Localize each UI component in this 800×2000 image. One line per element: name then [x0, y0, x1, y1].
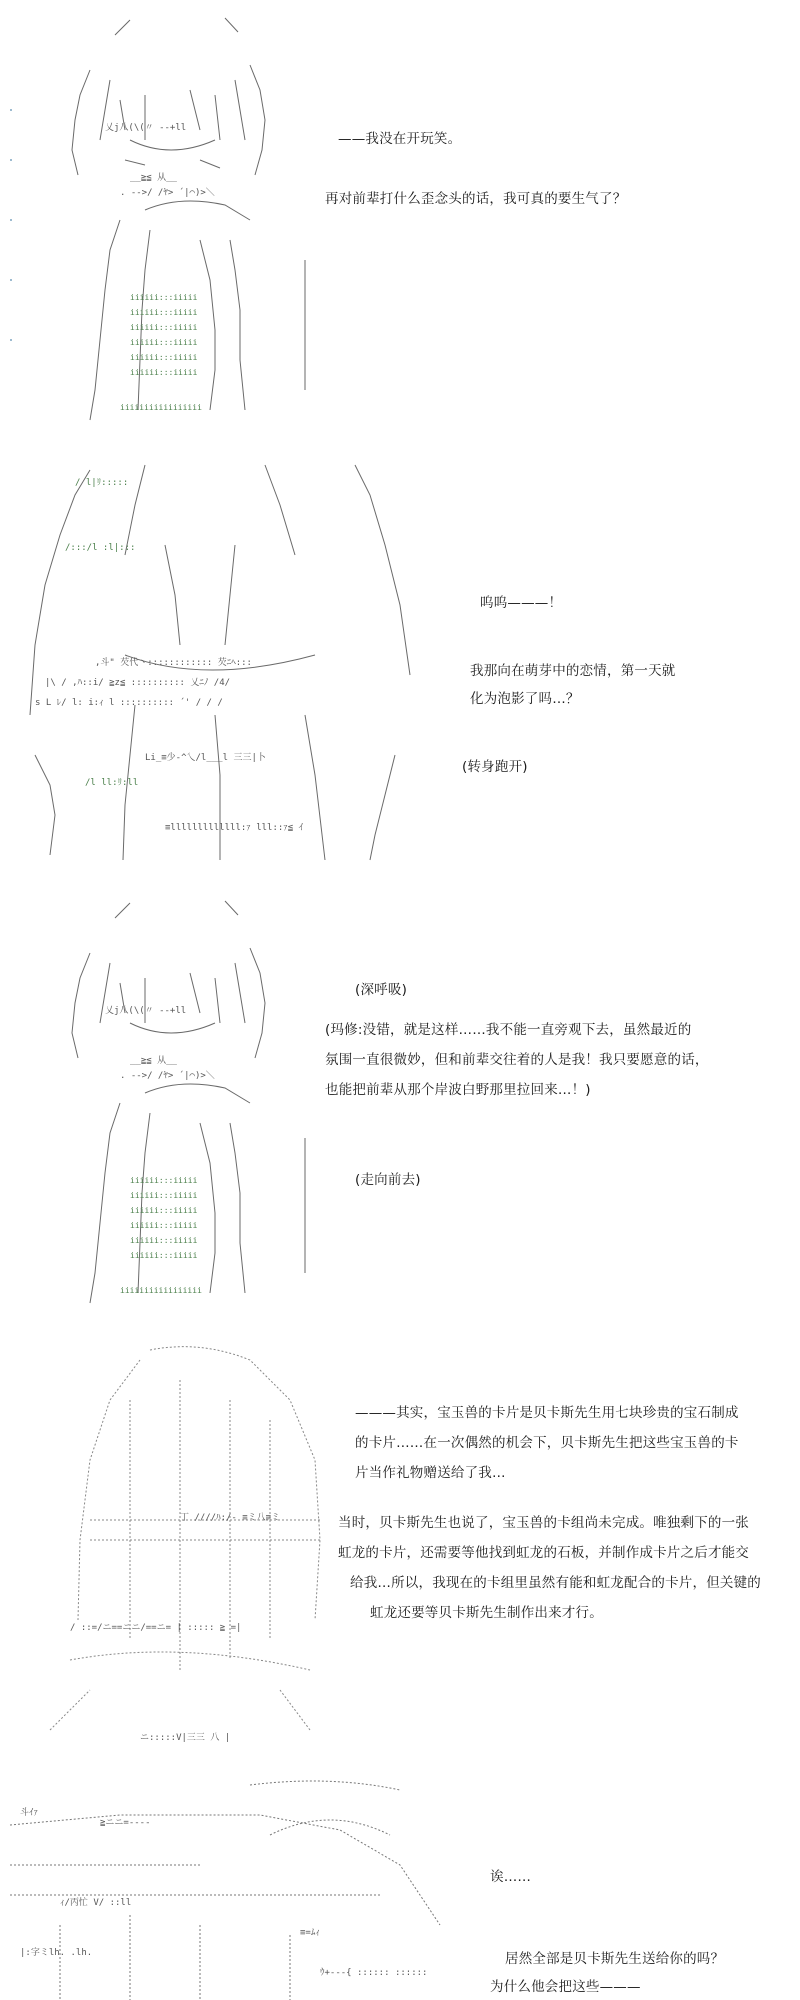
svg-text:iiiiii:::iiiii: iiiiii:::iiiii [130, 1236, 198, 1245]
dialogue-line: ——我没在开玩笑。 [338, 131, 462, 147]
svg-text:iiiiii:::iiiii: iiiiii:::iiiii [130, 1206, 198, 1215]
svg-text:iiiiii:::iiiii: iiiiii:::iiiii [130, 368, 198, 377]
dialogue-line: (玛修:没错，就是这样……我不能一直旁观下去，虽然最近的 [325, 1022, 692, 1038]
dialogue-line: 居然全部是贝卡斯先生送给你的吗？ [505, 1951, 725, 1967]
dialogue-line: 再对前辈打什么歪念头的话，我可真的要生气了？ [325, 191, 627, 207]
svg-text:/:::/l :l|:::: /:::/l :l|::: [65, 543, 136, 553]
panel-3 [0, 898, 800, 1313]
svg-text:≧ニニ=----: ≧ニニ=---- [100, 1818, 151, 1828]
dialogue-line: (走向前去) [355, 1172, 421, 1188]
svg-text:Li_≡少-^乀/l___l 三三|卜: Li_≡少-^乀/l___l 三三|卜 [145, 753, 266, 763]
page-ruler-dots [8, 80, 14, 380]
dialogue-line: 也能把前辈从那个岸波白野那里拉回来…！) [325, 1082, 591, 1098]
dialogue-line: 诶…… [490, 1869, 532, 1885]
ascii-art-reclining-figure [0, 1775, 465, 2000]
dialogue-line: 片当作礼物赠送给了我… [355, 1465, 506, 1481]
svg-text:iiiiii:::iiiii: iiiiii:::iiiii [130, 293, 198, 302]
panel-5 [0, 1775, 800, 2000]
svg-text:/ l|ﾘ:::::: / l|ﾘ::::: [75, 478, 129, 488]
svg-text:丁 ////ﾊ:/- ≡ミ八≡ミ: 丁 ////ﾊ:/- ≡ミ八≡ミ [180, 1513, 281, 1523]
svg-text:乂j八(\(〃 --+ll: 乂j八(\(〃 --+ll [105, 1006, 187, 1016]
svg-text:|:字ミlh. .lh.: |:字ミlh. .lh. [20, 1948, 93, 1958]
svg-text:ｳ+---{ :::::: ::::::: ｳ+---{ :::::: :::::: [320, 1968, 428, 1978]
panel-2 [0, 455, 800, 870]
dialogue-line: 给我…所以，我现在的卡组里虽然有能和虹龙配合的卡片，但关键的 [350, 1575, 761, 1591]
svg-text:iiiiii:::iiiii: iiiiii:::iiiii [130, 338, 198, 347]
panel-4 [0, 1340, 800, 1750]
svg-text:iiiiii:::iiiii: iiiiii:::iiiii [130, 1221, 198, 1230]
dialogue-line: 氛围一直很微妙，但和前辈交往着的人是我！我只要愿意的话， [325, 1052, 709, 1068]
svg-text:. -->/ /ﾔ> ´|⌒)>＼: . -->/ /ﾔ> ´|⌒)>＼ [120, 188, 215, 198]
svg-text:iiiiiiiiiiiiiiiii: iiiiiiiiiiiiiiiii [120, 1286, 202, 1295]
ascii-art-hooded-figure [30, 1340, 340, 1745]
dialogue-line: 化为泡影了吗…？ [470, 691, 580, 707]
ascii-art-girl-figure [50, 10, 310, 425]
svg-text:s L ﾚ/ l: i:ｨ l ::::::::::: s L ﾚ/ l: i:ｨ l :::::::::: ´' / / / [35, 698, 223, 708]
dialogue-line: 为什么他会把这些——— [490, 1979, 641, 1995]
svg-text:iiiiii:::iiiii: iiiiii:::iiiii [130, 353, 198, 362]
panel-1 [0, 0, 800, 430]
svg-text:斗ｲｧ: 斗ｲｧ [20, 1808, 39, 1818]
svg-text:ニ:::::V|三三 八 |: ニ:::::V|三三 八 | [140, 1733, 231, 1743]
dialogue-line: 当时，贝卡斯先生也说了，宝玉兽的卡组尚未完成。唯独剩下的一张 [338, 1515, 749, 1531]
svg-text:乂j八(\(〃 --+ll: 乂j八(\(〃 --+ll [105, 123, 187, 133]
svg-text:/ ::=/ニ==ニニ/==ニ= | ::::: ≧ =: / ::=/ニ==ニニ/==ニ= | ::::: ≧ =| [70, 1623, 242, 1633]
svg-text:. -->/ /ﾔ> ´|⌒)>＼: . -->/ /ﾔ> ´|⌒)>＼ [120, 1071, 215, 1081]
ascii-art-girl-figure-2 [50, 898, 310, 1313]
svg-text:ｨ/丙忙 V/ ::ll: ｨ/丙忙 V/ ::ll [60, 1898, 132, 1908]
svg-text:__≧≦ 从__: __≧≦ 从__ [130, 1056, 177, 1066]
svg-text:/l ll:ﾘ:ll: /l ll:ﾘ:ll [85, 778, 139, 788]
svg-text:__≧≦ 从__: __≧≦ 从__ [130, 173, 177, 183]
svg-text:iiiiii:::iiiii: iiiiii:::iiiii [130, 308, 198, 317]
dialogue-line: 呜呜———！ [480, 595, 563, 611]
dialogue-line: 的卡片……在一次偶然的机会下，贝卡斯先生把这些宝玉兽的卡 [355, 1435, 739, 1451]
svg-text:,斗" 芡代丶:::::::::::: 芡ﾆﾍ::: ,斗" 芡代丶:::::::::::: 芡ﾆﾍ::: [95, 658, 252, 668]
dialogue-line: 虹龙还要等贝卡斯先生制作出来才行。 [370, 1605, 603, 1621]
svg-text:iiiiii:::iiiii: iiiiii:::iiiii [130, 1251, 198, 1260]
svg-text:iiiiii:::iiiii: iiiiii:::iiiii [130, 323, 198, 332]
dialogue-line: 虹龙的卡片，还需要等他找到虹龙的石板，并制作成卡片之后才能交 [338, 1545, 749, 1561]
ascii-art-crying-figure [15, 455, 445, 867]
svg-text:iiiiiiiiiiiiiiiii: iiiiiiiiiiiiiiiii [120, 403, 202, 412]
svg-text:|\ / ,ﾊ::i/ ≧z≦ :::::::::: 乂: |\ / ,ﾊ::i/ ≧z≦ :::::::::: 乂ﾆﾉ /4/ [45, 678, 231, 688]
svg-text:iiiiii:::iiiii: iiiiii:::iiiii [130, 1176, 198, 1185]
svg-text:≡=ﾑｨ: ≡=ﾑｨ [300, 1928, 320, 1938]
dialogue-line: (转身跑开) [462, 759, 528, 775]
svg-text:≡lllllllllllll:ｧ lll::ｧ≦ ｲ: ≡lllllllllllll:ｧ lll::ｧ≦ ｲ [165, 823, 304, 833]
dialogue-line: ———其实，宝玉兽的卡片是贝卡斯先生用七块珍贵的宝石制成 [355, 1405, 739, 1421]
dialogue-line: (深呼吸) [355, 982, 408, 998]
dialogue-line: 我那向在萌芽中的恋情，第一天就 [470, 663, 676, 679]
svg-text:iiiiii:::iiiii: iiiiii:::iiiii [130, 1191, 198, 1200]
